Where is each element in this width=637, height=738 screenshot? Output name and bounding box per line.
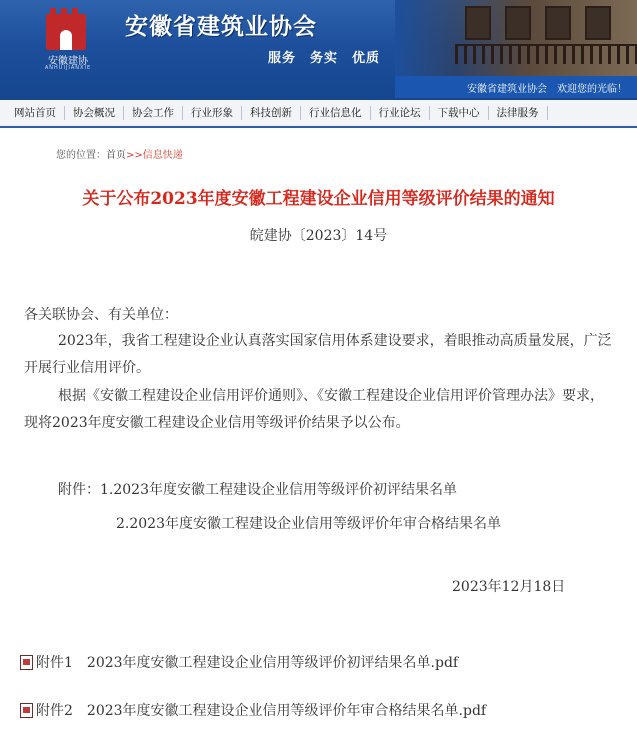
breadcrumb-separator: >> bbox=[126, 150, 143, 161]
nav-item-informatization[interactable]: 行业信息化 bbox=[301, 106, 371, 120]
site-title: 安徽省建筑业协会 bbox=[125, 14, 317, 40]
banner-photo bbox=[395, 0, 637, 76]
nav-item-home[interactable]: 网站首页 bbox=[0, 106, 65, 120]
breadcrumb bbox=[56, 146, 183, 161]
welcome-text: 安徽省建筑业协会 欢迎您的光临！ bbox=[467, 84, 627, 95]
site-banner bbox=[0, 0, 637, 100]
nav-item-image[interactable]: 行业形象 bbox=[183, 106, 242, 120]
logo-subtext: ANHUIJIANXIE bbox=[44, 65, 92, 71]
attachment-line-2: 2.2023年度安徽工程建设企业信用等级评价年审合格结果名单 bbox=[116, 516, 501, 532]
breadcrumb-label: 您的位置： bbox=[56, 150, 106, 161]
nav-item-download[interactable]: 下载中心 bbox=[430, 106, 489, 120]
breadcrumb-home-link[interactable]: 首页 bbox=[106, 150, 126, 161]
site-logo[interactable] bbox=[32, 8, 102, 72]
breadcrumb-current[interactable]: 信息快递 bbox=[142, 150, 183, 161]
site-slogan: 服务 务实 优质 bbox=[268, 51, 381, 66]
pdf-icon bbox=[20, 703, 33, 718]
article-paragraph-2: 根据《安徽工程建设企业信用评价通则》、《安徽工程建设企业信用评价管理办法》要求，现将2023年度安徽工程建设企业信用等级评价结果予以公布。 bbox=[24, 388, 604, 431]
logo-text: 安徽建协 bbox=[48, 56, 88, 67]
nav-item-tech[interactable]: 科技创新 bbox=[242, 106, 301, 120]
attachment-line-1: 附件：1.2023年度安徽工程建设企业信用等级评价初评结果名单 bbox=[58, 482, 457, 498]
attachment-file-1[interactable] bbox=[20, 652, 458, 672]
pdf-icon bbox=[20, 655, 33, 670]
document-number: 皖建协〔2023〕14号 bbox=[249, 228, 388, 244]
article-greeting: 各关联协会、有关单位： bbox=[24, 307, 178, 323]
welcome-bar bbox=[395, 76, 637, 98]
article-date: 2023年12月18日 bbox=[452, 579, 566, 595]
article-paragraph-1: 2023年，我省工程建设企业认真落实国家信用体系建设要求，着眼推动高质量发展，广泛开展行业信用评价。 bbox=[24, 333, 612, 376]
nav-item-legal[interactable]: 法律服务 bbox=[489, 106, 548, 120]
nav-item-forum[interactable]: 行业论坛 bbox=[371, 106, 430, 120]
attachment-file-1-label[interactable]: 附件1 2023年度安徽工程建设企业信用等级评价初评结果名单.pdf bbox=[36, 655, 459, 671]
castle-icon bbox=[46, 14, 86, 50]
nav-item-work[interactable]: 协会工作 bbox=[124, 106, 183, 120]
nav-item-about[interactable]: 协会概况 bbox=[65, 106, 124, 120]
main-nav bbox=[0, 100, 637, 128]
attachment-file-2[interactable] bbox=[20, 700, 486, 720]
article-title: 关于公布2023年度安徽工程建设企业信用等级评价结果的通知 bbox=[82, 189, 555, 209]
attachment-file-2-label[interactable]: 附件2 2023年度安徽工程建设企业信用等级评价年审合格结果名单.pdf bbox=[36, 703, 487, 719]
